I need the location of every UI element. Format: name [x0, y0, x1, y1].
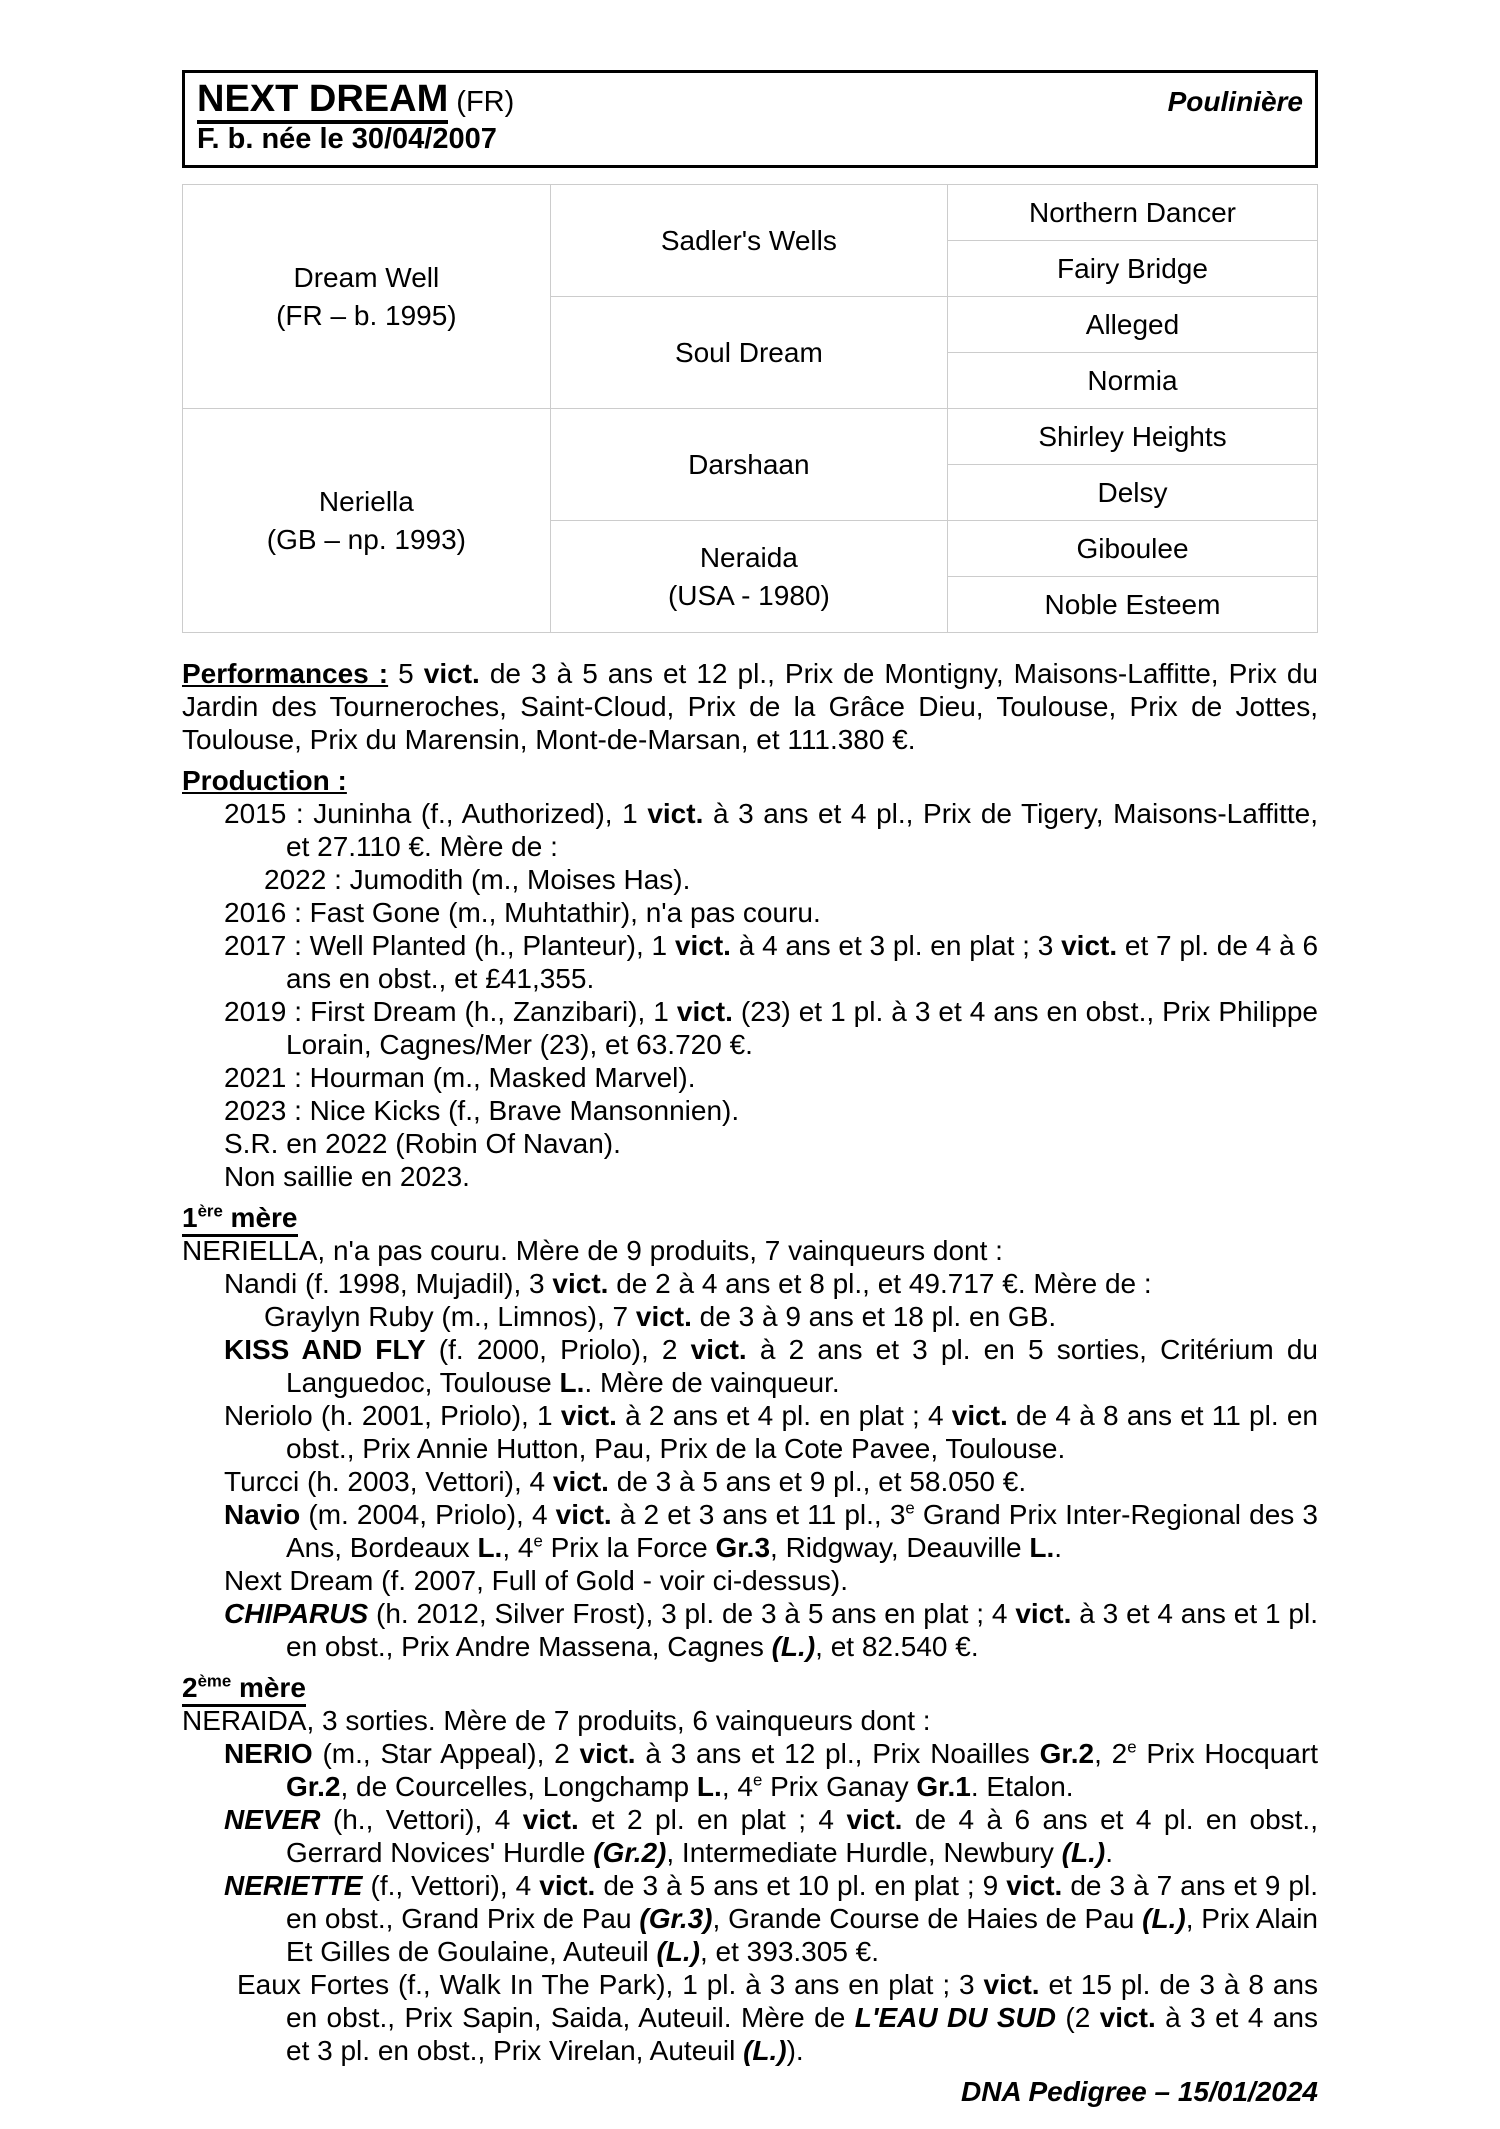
text-run: mère	[222, 1202, 298, 1233]
first-dam-subentry-graylyn-ruby	[182, 1300, 1318, 1333]
text-run: de 3 à 7 ans et 9 pl. en obst., Grand Prix de Pau	[286, 1870, 1318, 1934]
text-run: vict.	[552, 1466, 609, 1497]
text-run: 5	[388, 658, 424, 689]
text-run: vict.	[846, 1804, 903, 1835]
pedigree-name: Neriella	[318, 485, 414, 517]
text-run: (L.)	[771, 1631, 816, 1662]
text-run: de 2 à 4 ans et 8 pl., et 49.717 €. Mère de :	[608, 1268, 1152, 1299]
text-run: Gr.2	[1039, 1738, 1095, 1769]
text-run: vict.	[560, 1400, 617, 1431]
text-run: 2022 : Jumodith (m., Moises Has).	[264, 864, 691, 895]
pedigree-cell-sire-sire-sire: Northern Dancer	[947, 185, 1317, 241]
horse-country-suffix: (FR)	[448, 86, 515, 118]
text-run: vict.	[690, 1334, 747, 1365]
production-note-non-saillie	[182, 1160, 1318, 1193]
header-box	[182, 70, 1318, 168]
body-blocks	[182, 657, 1318, 2067]
production-subentry-2022	[182, 863, 1318, 896]
pedigree-cell-dam-dam	[550, 521, 947, 633]
text-run: , Grande Course de Haies de Pau	[712, 1903, 1143, 1934]
text-run: vict.	[552, 1268, 609, 1299]
pedigree-cell-dam-dam-dam: Noble Esteem	[947, 577, 1317, 633]
underlined-heading-text	[182, 1672, 306, 1707]
text-run: , Intermediate Hurdle, Newbury	[666, 1837, 1062, 1868]
text-run: , 4	[721, 1771, 753, 1802]
text-run: , 4	[502, 1532, 534, 1563]
text-run: et 7 pl. de 4 à 6 ans en obst., et £41,355.	[286, 930, 1319, 994]
text-run: ).	[786, 2035, 804, 2066]
text-run: NERAIDA, 3 sorties. Mère de 7 produits, 6 vainqueurs dont :	[182, 1705, 931, 1736]
text-run: e	[905, 1498, 915, 1518]
pedigree-cell-sire-dam-dam: Normia	[947, 353, 1317, 409]
pedigree-cell-sire-sire	[550, 185, 947, 297]
text-run: Next Dream (f. 2007, Full of Gold - voir ci-dessus).	[224, 1565, 848, 1596]
text-run: vict.	[539, 1870, 596, 1901]
pedigree-table	[182, 184, 1318, 633]
text-run: NEVER	[224, 1804, 321, 1835]
pedigree-cell-dam-dam-sire: Giboulee	[947, 521, 1317, 577]
text-run: Turcci (h. 2003, Vettori), 4	[224, 1466, 553, 1497]
production-entry-2017	[182, 929, 1318, 995]
text-run: 2019 : First Dream (h., Zanzibari), 1	[224, 996, 677, 1027]
second-dam-heading	[182, 1671, 1318, 1704]
text-run: vict.	[522, 1804, 579, 1835]
first-dam-entry-chiparus	[182, 1597, 1318, 1663]
text-run: CHIPARUS	[224, 1598, 369, 1629]
text-run: (23) et 1 pl. à 3 et 4 ans en obst., Prix Philippe Lorain, Cagnes/Mer (23), et 63.720 €.	[286, 996, 1318, 1060]
text-run: . Etalon.	[970, 1771, 1074, 1802]
text-run: L.	[477, 1532, 503, 1563]
text-run: , Ridgway, Deauville	[770, 1532, 1030, 1563]
text-run: KISS AND FLY	[224, 1334, 426, 1365]
text-run: NERIELLA, n'a pas couru. Mère de 9 produits, 7 vainqueurs dont :	[182, 1235, 1003, 1266]
pedigree-name: Darshaan	[688, 448, 810, 480]
text-run: à 3 et 4 ans et 1 pl. en obst., Prix Andre Massena, Cagnes	[286, 1598, 1318, 1662]
text-run: à 2 ans et 4 pl. en plat ; 4	[616, 1400, 952, 1431]
text-run: S.R. en 2022 (Robin Of Navan).	[224, 1128, 621, 1159]
underlined-heading-text	[182, 1202, 298, 1237]
second-dam-entry-neriette	[182, 1869, 1318, 1968]
text-run: . Mère de vainqueur.	[584, 1367, 840, 1398]
text-run: de 3 à 5 ans et 9 pl., et 58.050 €.	[608, 1466, 1027, 1497]
production-entry-2023	[182, 1094, 1318, 1127]
first-dam-intro	[182, 1234, 1318, 1267]
pedigree-name: Soul Dream	[674, 336, 823, 368]
text-run: Graylyn Ruby (m., Limnos), 7	[264, 1301, 636, 1332]
text-run: , Prix Alain Et Gilles de Goulaine, Auteuil	[286, 1903, 1318, 1967]
text-run: de 3 à 5 ans et 12 pl., Prix de Montigny, Maisons-Laffitte, Prix du Jardin des Tourneroches, Saint-Cloud, Prix de la Grâce Dieu, Toulouse, Prix de Jottes, Toulouse, Prix du Marensin, Mont-de-Marsan, et 111.380 €.	[182, 658, 1318, 755]
pedigree-name: Sadler's Wells	[660, 224, 837, 256]
text-run: Non saillie en 2023.	[224, 1161, 470, 1192]
text-run: , et 393.305 €.	[699, 1936, 880, 1967]
first-dam-heading	[182, 1201, 1318, 1234]
text-run: de 3 à 5 ans et 10 pl. en plat ; 9	[595, 1870, 1007, 1901]
text-run: 1	[182, 1202, 198, 1233]
title-row	[197, 77, 1303, 121]
text-run: vict.	[1099, 2002, 1156, 2033]
production-entry-2019	[182, 995, 1318, 1061]
text-run: (Gr.3)	[639, 1903, 713, 1934]
pedigree-cell-dam-sire-dam: Delsy	[947, 465, 1317, 521]
text-run: vict.	[983, 1969, 1040, 2000]
text-run: L.	[559, 1367, 585, 1398]
text-run: NERIO	[224, 1738, 313, 1769]
text-run: (h., Vettori), 4	[320, 1804, 523, 1835]
text-run: (m. 2004, Priolo), 4	[300, 1499, 556, 1530]
text-run: .	[1054, 1532, 1063, 1563]
text-run: (L.)	[1142, 1903, 1186, 1934]
first-dam-entry-neriolo	[182, 1399, 1318, 1465]
horse-name: NEXT DREAM	[197, 78, 448, 124]
text-run: ème	[197, 1671, 232, 1691]
production-heading	[182, 764, 1318, 797]
table-row	[183, 185, 1318, 241]
horse-subtitle: F. b. née le 30/04/2007	[197, 123, 497, 155]
text-run: Performances :	[182, 658, 389, 689]
text-run: vict.	[579, 1738, 636, 1769]
text-run: Nandi (f. 1998, Mujadil), 3	[224, 1268, 553, 1299]
text-run: (m., Star Appeal), 2	[312, 1738, 580, 1769]
text-run: L.	[696, 1771, 722, 1802]
text-run: (L.)	[1061, 1837, 1106, 1868]
text-run: Prix Ganay	[762, 1771, 917, 1802]
text-run: Grand Prix Inter-Regional des 3 Ans, Bordeaux	[286, 1499, 1319, 1563]
pedigree-detail: (GB – np. 1993)	[266, 523, 466, 555]
text-run: , 2	[1094, 1738, 1128, 1769]
text-run: à 3 et 4 ans et 3 pl. en obst., Prix Virelan, Auteuil	[286, 2002, 1319, 2066]
first-dam-entry-turcci	[182, 1465, 1318, 1498]
pedigree-cell-dam-sire-sire: Shirley Heights	[947, 409, 1317, 465]
pedigree-name: Neraida	[699, 541, 798, 573]
pedigree-detail: (USA - 1980)	[667, 579, 830, 611]
first-dam-entry-next-dream	[182, 1564, 1318, 1597]
pedigree-cell-sire-dam-sire: Alleged	[947, 297, 1317, 353]
text-run: vict.	[423, 658, 480, 689]
text-run: à 2 ans et 3 pl. en 5 sorties, Critérium du Languedoc, Toulouse	[286, 1334, 1318, 1398]
text-run: (2	[1055, 2002, 1100, 2033]
text-run: , de Courcelles, Longchamp	[340, 1771, 697, 1802]
text-run: Eaux Fortes (f., Walk In The Park), 1 pl. à 3 ans en plat ; 3	[237, 1969, 984, 2000]
text-run: (f., Vettori), 4	[362, 1870, 540, 1901]
text-run: et 2 pl. en plat ; 4	[578, 1804, 847, 1835]
text-run: e	[752, 1770, 763, 1790]
production-entry-2016	[182, 896, 1318, 929]
pedigree-cell-dam	[183, 409, 551, 633]
text-run: vict.	[674, 930, 731, 961]
text-run: Gr.1	[916, 1771, 971, 1802]
pedigree-cell-sire-dam	[550, 297, 947, 409]
pedigree-name: Dream Well	[293, 261, 440, 293]
text-run: vict.	[1006, 1870, 1063, 1901]
text-run: à 3 ans et 4 pl., Prix de Tigery, Maisons-Laffitte, et 27.110 €. Mère de :	[286, 798, 1319, 862]
text-run: e	[1127, 1737, 1137, 1757]
production-entry-2015	[182, 797, 1318, 863]
first-dam-entry-kiss-and-fly	[182, 1333, 1318, 1399]
performances-paragraph	[182, 657, 1318, 756]
text-run: 2017 : Well Planted (h., Planteur), 1	[224, 930, 675, 961]
text-run: L.	[1029, 1532, 1055, 1563]
text-run: vict.	[951, 1400, 1008, 1431]
text-run: (f. 2000, Priolo), 2	[425, 1334, 691, 1365]
text-run: 2015 : Juninha (f., Authorized), 1	[224, 798, 648, 829]
pedigree-cell-sire-sire-dam: Fairy Bridge	[947, 241, 1317, 297]
text-run: à 2 et 3 ans et 11 pl., 3	[611, 1499, 906, 1530]
text-run: vict.	[555, 1499, 612, 1530]
text-run: et 15 pl. de 3 à 8 ans en obst., Prix Sapin, Saida, Auteuil. Mère de	[286, 1969, 1318, 2033]
text-run: (L.)	[656, 1936, 700, 1967]
second-dam-intro	[182, 1704, 1318, 1737]
text-run: 2021 : Hourman (m., Masked Marvel).	[224, 1062, 696, 1093]
text-run: Prix la Force	[542, 1532, 716, 1563]
pedigree-cell-dam-sire	[550, 409, 947, 521]
second-dam-entry-never	[182, 1803, 1318, 1869]
production-entry-2021	[182, 1061, 1318, 1094]
text-run: Gr.3	[715, 1532, 771, 1563]
table-row	[183, 409, 1318, 465]
first-dam-entry-nandi	[182, 1267, 1318, 1300]
text-run: ère	[197, 1201, 223, 1221]
text-run: .	[1105, 1837, 1113, 1868]
text-run: à 4 ans et 3 pl. en plat ; 3	[730, 930, 1062, 961]
text-run: 2016 : Fast Gone (m., Muhtathir), n'a pas couru.	[224, 897, 821, 928]
text-run: (h. 2012, Silver Frost), 3 pl. de 3 à 5 ans en plat ; 4	[368, 1598, 1016, 1629]
text-run: Navio	[224, 1499, 301, 1530]
text-run: vict.	[676, 996, 733, 1027]
text-run: NERIETTE	[224, 1870, 363, 1901]
text-run: vict.	[1015, 1598, 1072, 1629]
text-run: 2023 : Nice Kicks (f., Brave Mansonnien).	[224, 1095, 740, 1126]
text-run: (L.)	[743, 2035, 787, 2066]
text-run: de 3 à 9 ans et 18 pl. en GB.	[691, 1301, 1057, 1332]
text-run: vict.	[1061, 930, 1118, 961]
footer-credit: DNA Pedigree – 15/01/2024	[961, 2076, 1318, 2107]
text-run: Gr.2	[286, 1771, 341, 1802]
horse-title	[197, 77, 514, 121]
text-run: Prix Hocquart	[1136, 1738, 1318, 1769]
text-run: Neriolo (h. 2001, Priolo), 1	[224, 1400, 561, 1431]
text-run: Production :	[182, 765, 347, 796]
text-run: , et 82.540 €.	[815, 1631, 979, 1662]
text-run: 2	[182, 1672, 198, 1703]
second-dam-entry-eaux-fortes	[182, 1968, 1318, 2067]
text-run: (Gr.2)	[593, 1837, 667, 1868]
production-note-sr	[182, 1127, 1318, 1160]
text-run: mère	[231, 1672, 306, 1703]
first-dam-entry-navio	[182, 1498, 1318, 1564]
text-run: de 4 à 8 ans et 11 pl. en obst., Prix Annie Hutton, Pau, Prix de la Cote Pavee, Toulouse.	[286, 1400, 1319, 1464]
text-run: de 4 à 6 ans et 4 pl. en obst., Gerrard Novices' Hurdle	[286, 1804, 1318, 1868]
pedigree-cell-sire	[183, 185, 551, 409]
status-label: Poulinière	[1167, 86, 1303, 117]
second-dam-entry-nerio	[182, 1737, 1318, 1803]
text-run: à 3 ans et 12 pl., Prix Noailles	[635, 1738, 1040, 1769]
text-run: e	[533, 1531, 543, 1551]
text-run: vict.	[647, 798, 704, 829]
pedigree-detail: (FR – b. 1995)	[276, 299, 457, 331]
text-run: vict.	[635, 1301, 692, 1332]
text-run: L'EAU DU SUD	[854, 2002, 1056, 2033]
